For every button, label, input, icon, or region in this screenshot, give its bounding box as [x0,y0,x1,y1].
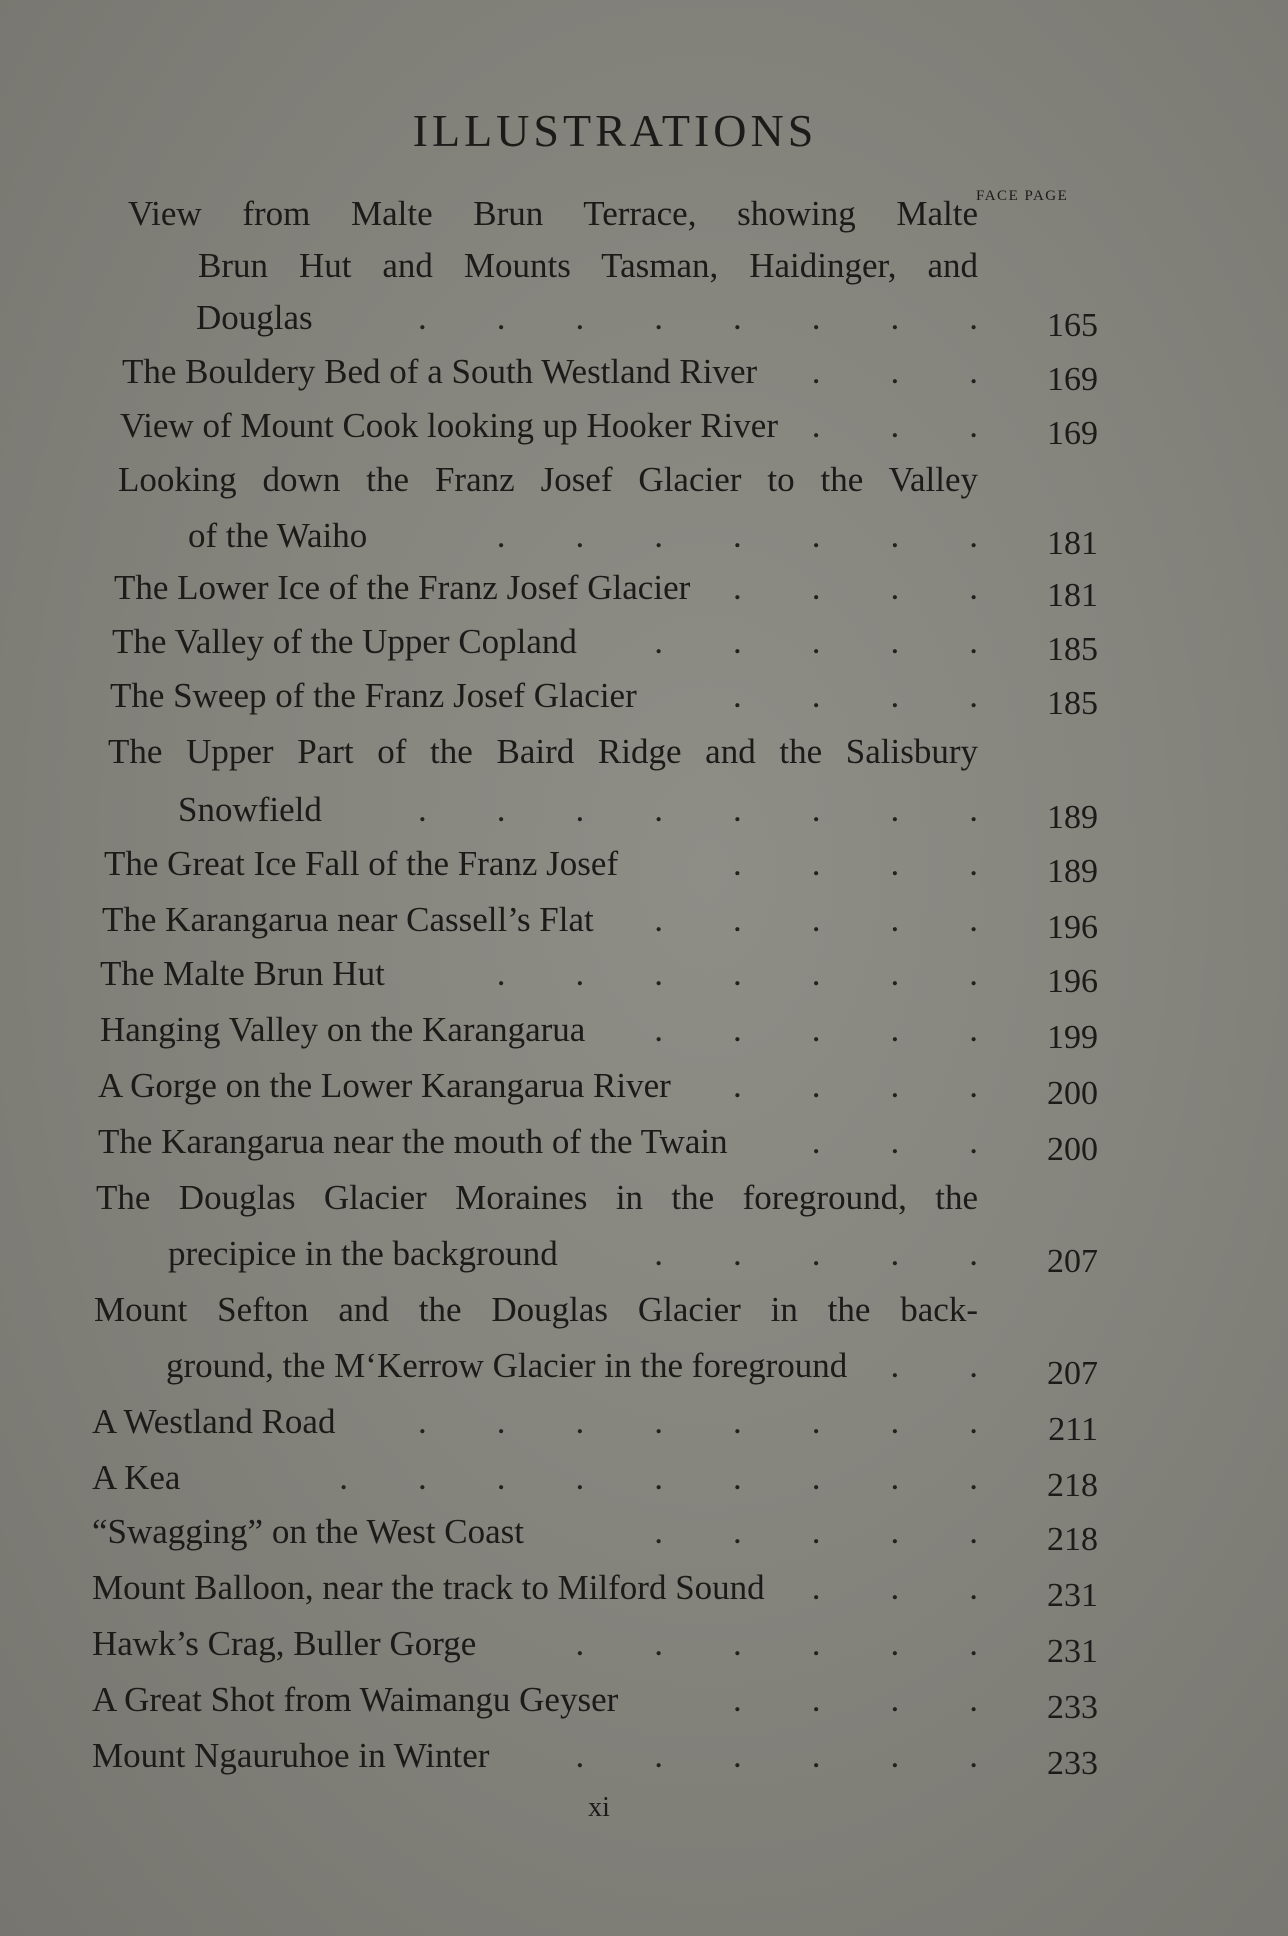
entry-line [100,946,978,1002]
entry-line [198,238,978,294]
entry-title-text: ground, the M‘Kerrow Glacier in the foreground [166,1346,848,1385]
entry-page-number: 189 [1047,853,1098,890]
dot-leaders: . . . [811,1122,978,1161]
entry-line [196,290,978,346]
dot-leaders: . . . [811,352,978,391]
entry-title-text: The Karangarua near Cassell’s Flat [102,900,594,939]
entry-page-number: 233 [1047,1745,1098,1782]
entry-page-number: 211 [1048,1411,1098,1448]
entry-page-number: 200 [1047,1075,1098,1112]
entry-line [92,1672,978,1728]
entry-page-number: 231 [1047,1577,1098,1614]
dot-leaders: . . . . [733,1680,978,1719]
entry-page-number: 231 [1047,1633,1098,1670]
entry-page-number: 233 [1047,1689,1098,1726]
entry-page-number: 200 [1047,1131,1098,1168]
dot-leaders: . . . [811,1568,978,1607]
entry-line [100,1002,978,1058]
entry-title-text: Mount Balloon, near the track to Milford Sound [92,1568,765,1607]
entry-title-text: Snowfield [178,790,322,829]
entry-title-text: The Great Ice Fall of the Franz Josef [104,844,619,883]
entry-page-number: 181 [1047,525,1098,562]
dot-leaders: . . . . . [654,1234,978,1273]
entry-title-text: View from Malte Brun Terrace, showing Malte [128,194,978,233]
dot-leaders: . . . . [733,676,978,715]
entry-title-text: Mount Sefton and the Douglas Glacier in the back- [94,1290,978,1329]
dot-leaders: . . . . [733,568,978,607]
entry-line [102,892,978,948]
dot-leaders: . . . . . . . [496,516,978,555]
entry-line [128,186,978,242]
entry-line [94,1282,978,1338]
entry-line [166,1338,978,1394]
entry-page-number: 218 [1047,1467,1098,1504]
entry-title-text: The Lower Ice of the Franz Josef Glacier [114,568,691,607]
entry-page-number: 199 [1047,1019,1098,1056]
entry-line [122,344,978,400]
entry-title-text: of the Waiho [188,516,368,555]
entry-title-text: View of Mount Cook looking up Hooker River [120,406,778,445]
entry-title-text: The Upper Part of the Baird Ridge and the Salisbury [108,732,978,771]
dot-leaders: . . . . . . . . [418,298,978,337]
entry-title-text: The Bouldery Bed of a South Westland River [122,352,758,391]
entry-title-text: A Kea [92,1458,181,1497]
entry-line [108,724,978,780]
dot-leaders: . . . . . [654,1010,978,1049]
dot-leaders: . . . . . [654,622,978,661]
dot-leaders: . . . . . [654,1512,978,1551]
entry-title-text: “Swagging” on the West Coast [92,1512,525,1551]
entry-title-text: Hanging Valley on the Karangarua [100,1010,586,1049]
entry-page-number: 218 [1047,1521,1098,1558]
entry-line [114,560,978,616]
entry-line [112,614,978,670]
dot-leaders: . . . . . . . . [418,1402,978,1441]
entry-title-text: Hawk’s Crag, Buller Gorge [92,1624,477,1663]
entry-line [92,1728,978,1784]
dot-leaders: . . . [811,406,978,445]
entry-title-text: The Valley of the Upper Copland [112,622,577,661]
entry-line [120,398,978,454]
face-page-column-label: FACE PAGE [976,188,1069,204]
entry-title-text: The Karangarua near the mouth of the Twain [98,1122,728,1161]
dot-leaders: . . . . . . [575,1736,978,1775]
dot-leaders: . . . . . [654,900,978,939]
entry-page-number: 185 [1047,631,1098,668]
entry-line [92,1450,978,1506]
dot-leaders: . . . . . . . [496,954,978,993]
entry-title-text: A Gorge on the Lower Karangarua River [98,1066,671,1105]
entry-line [92,1560,978,1616]
entry-line [168,1226,978,1282]
entry-page-number: 165 [1047,307,1098,344]
page-heading: ILLUSTRATIONS [412,105,818,156]
entry-page-number: 185 [1047,685,1098,722]
entry-title-text: precipice in the background [168,1234,558,1273]
entry-title-text: Mount Ngauruhoe in Winter [92,1736,490,1775]
entry-page-number: 207 [1047,1355,1098,1392]
dot-leaders: . . . . [733,1066,978,1105]
entry-title-text: The Sweep of the Franz Josef Glacier [110,676,637,715]
entry-line [98,1114,978,1170]
dot-leaders: . . . . . . [575,1624,978,1663]
entry-title-text: Douglas [196,298,313,337]
entry-title-text: The Douglas Glacier Moraines in the foreground, the [96,1178,978,1217]
entry-title-text: The Malte Brun Hut [100,954,385,993]
entry-page-number: 169 [1047,361,1098,398]
entry-title-text: Brun Hut and Mounts Tasman, Haidinger, and [198,246,978,285]
entry-line [178,782,978,838]
entry-page-number: 189 [1047,799,1098,836]
entry-title-text: Looking down the Franz Josef Glacier to the Valley [118,460,978,499]
entry-line [92,1394,978,1450]
entry-page-number: 169 [1047,415,1098,452]
dot-leaders: . . . . [733,844,978,883]
entry-line [92,1616,978,1672]
dot-leaders: . . [890,1346,978,1385]
entry-page-number: 207 [1047,1243,1098,1280]
dot-leaders: . . . . . . . . . [339,1458,978,1497]
entry-line [188,508,978,564]
entry-page-number: 196 [1047,909,1098,946]
entry-title-text: A Westland Road [92,1402,336,1441]
dot-leaders: . . . . . . . . [418,790,978,829]
page-folio: xi [588,1792,610,1823]
entry-title-text: A Great Shot from Waimangu Geyser [92,1680,619,1719]
entry-line [92,1504,978,1560]
entry-line [96,1170,978,1226]
entry-page-number: 181 [1047,577,1098,614]
entry-line [110,668,978,724]
entry-line [98,1058,978,1114]
entry-page-number: 196 [1047,963,1098,1000]
entry-line [118,452,978,508]
entry-line [104,836,978,892]
